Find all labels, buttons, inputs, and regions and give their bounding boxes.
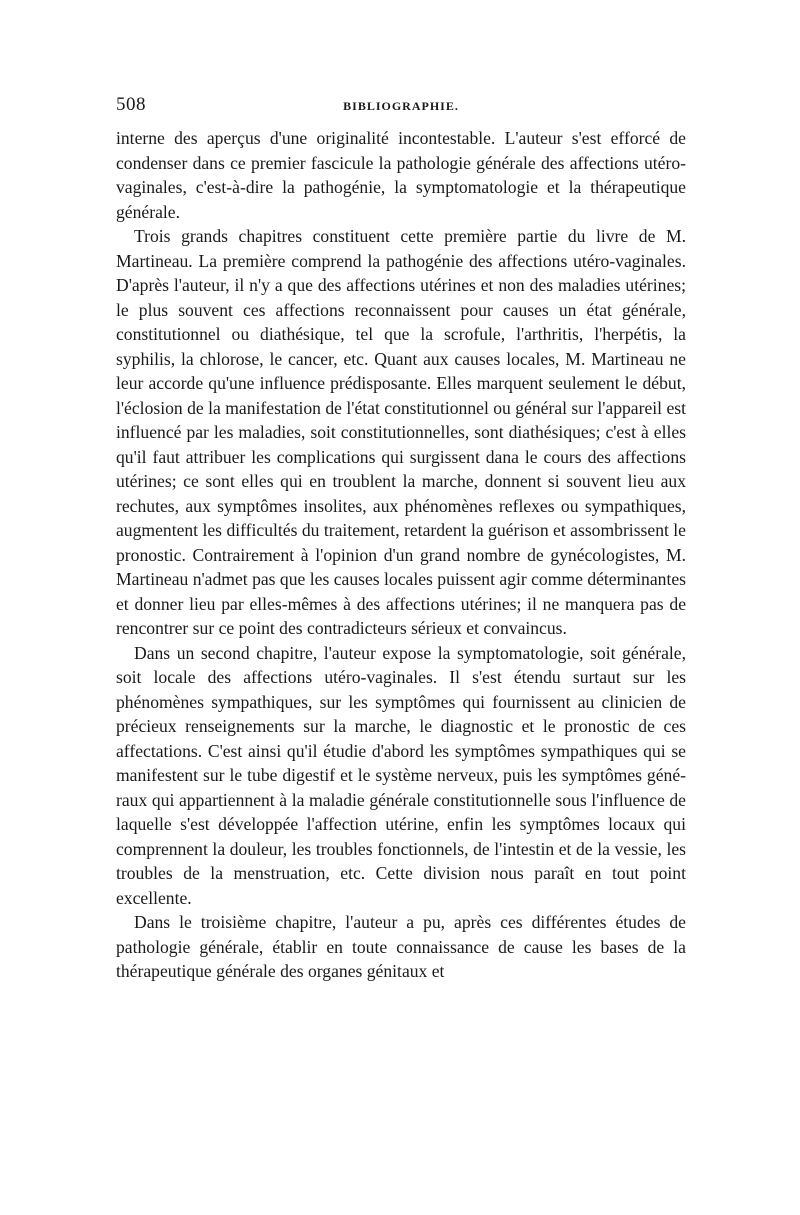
paragraph-pathogenie: Trois grands chapitres constituent cette première partie du livre de M. Martineau. La première comprend la pathogénie des affections utéro-vaginales. D'après l'auteur, il n'y a que des affections utérines et non des maladies utérines; le plus souvent ces affections reconnaissent pour causes un état générale, constitutionnel ou diathésique, tel que la scrofule, l'arthritis, l'herpétis, la syphilis, la chlorose, le cancer, etc. Quant aux causes locales, M. Martineau ne leur accorde qu'une influence prédisposante. Elles marquent seulement le début, l'éclosion de la manifestation de l'état constitutionnel ou général sur l'appareil est influencé par les maladies, soit constitutionnelles, sont diathésiques; c'est à elles qu'il faut attribuer les complications qui surgissent dana le cours des affections utérines; ce sont elles qui en troublent la marche, donnent si souvent lieu aux rechutes, aux symptômes insolites, aux phénomènes reflexes ou sympathiques, augmentent les difficultés du traitement, retardent la guérison et assombrissent le pronostic. Contrairement à l'opinion d'un grand nombre de gynécologistes, M. Martineau n'admet pas que les causes locales puissent agir comme déterminantes et donner lieu par elles-mêmes à des affections utérines; il ne manquera pas de rencontrer sur ce point des contradicteurs sérieux et convaincus. — [116, 226, 686, 638]
book-page — [116, 94, 686, 984]
paragraph-continuation: interne des aperçus d'une originalité incontestable. L'auteur s'est efforcé de condenser dans ce premier fascicule la pathologie générale des affections utéro-vaginales, c'est-à-dire la pathogénie, la symptomatologie et la thérapeutique générale. — [116, 128, 686, 222]
paragraph-therapeutique: Dans le troisième chapitre, l'auteur a pu, après ces différentes études de pathologie générale, établir en toute connaissance de cause les bases de la thérapeutique générale des organes génitaux et — [116, 912, 686, 981]
running-header — [116, 94, 686, 124]
paragraph-symptomatologie: Dans un second chapitre, l'auteur expose la symptomatologie, soit générale, soit locale des affections utéro-vaginales. Il s'est étendu surtaut sur les phénomènes sympathiques, sur les symptômes qui fournissent au clinicien de précieux renseignements sur la marche, le diagnostic et le pronostic de ces affectations. C'est ainsi qu'il étudie d'abord les symptômes sympathiques qui se manifestent sur le tube digestif et le système nerveux, puis les symptômes généraux qui appartiennent à la maladie générale constitutionnelle sous l'influence de laquelle s'est développée l'affection utérine, enfin les symptômes locaux qui comprennent la douleur, les troubles fonctionnels, de l'intestin et de la vessie, les troubles de la menstruation, etc. Cette division nous paraît en tout point excellente. — [116, 642, 686, 908]
running-title: BIBLIOGRAPHIE. — [343, 99, 459, 113]
page-number: 508 — [116, 94, 146, 115]
body-text — [116, 126, 686, 984]
